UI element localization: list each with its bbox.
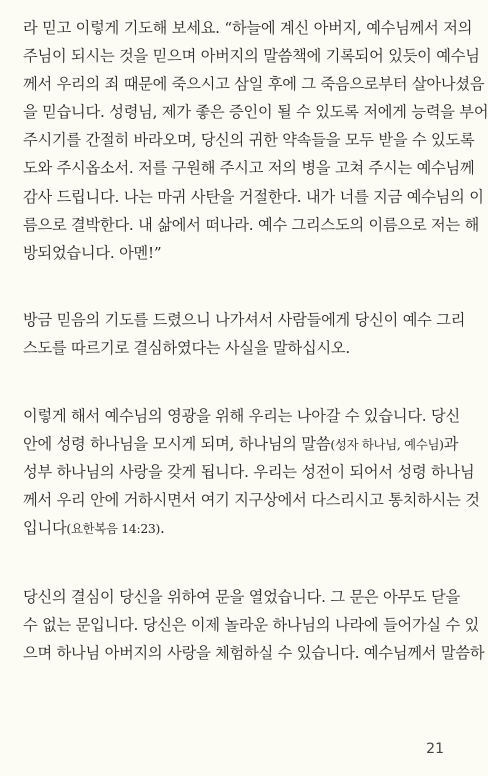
text-segment: 안에 성령 하나님을 모시게 되며, 하나님의 말씀: [23, 435, 331, 454]
page-number: 21: [426, 741, 444, 757]
scripture-reference: (요한복음 14:23): [66, 521, 161, 537]
text-line: 당신의 결심이 당신을 위하여 문을 열었습니다. 그 문은 아무도 닫을: [23, 587, 460, 606]
text-line: 도와 주시옵소서. 저를 구원해 주시고 저의 병을 고쳐 주시는 예수님께: [23, 159, 475, 178]
text-segment: 과: [443, 435, 459, 454]
text-line: [23, 430, 459, 458]
text-segment: 입니다: [23, 519, 67, 538]
paragraph-gap: [23, 362, 451, 402]
text-line: 으며 하나님 아버지의 사랑을 체험하실 수 있습니다. 예수님께서 말씀하: [23, 643, 485, 662]
paragraph-gap: [23, 267, 451, 306]
text-line: 주시기를 간절히 바라오며, 당신의 귀한 약속들을 모두 받을 수 있도록: [23, 131, 475, 150]
text-line: 이렇게 해서 예수님의 영광을 위해 우리는 나아갈 수 있습니다. 당신: [23, 407, 460, 426]
text-line: 성부 하나님의 사랑을 갖게 됩니다. 우리는 성전이 되어서 성령 하나님: [23, 463, 475, 482]
text-line: 방되었습니다. 아멘!”: [23, 243, 162, 262]
instruction-paragraph: [23, 306, 466, 362]
text-line: 주님이 되시는 것을 믿으며 아버지의 말씀책에 기록되어 있듯이 예수님: [23, 47, 480, 66]
text-line: 을 믿습니다. 성령님, 제가 좋은 증인이 될 수 있도록 저에게 능력을 부어: [23, 103, 488, 122]
paragraph-gap: [23, 543, 451, 583]
text-line: 께서 우리 안에 거하시면서 여기 지구상에서 다스리시고 통치하시는 것: [23, 491, 480, 510]
text-line: [23, 514, 451, 542]
inline-note: (성자 하나님, 예수님): [330, 437, 444, 453]
text-line: 감사 드립니다. 나는 마귀 사탄을 거절한다. 내가 너를 지금 예수님의 이: [23, 187, 484, 206]
text-segment: .: [160, 519, 165, 538]
page-body: [23, 14, 488, 667]
text-line: 방금 믿음의 기도를 드렸으니 나가셔서 사람들에게 당신이 예수 그리: [23, 310, 466, 329]
text-line: 께서 우리의 죄 때문에 죽으시고 삼일 후에 그 죽음으로부터 살아나셨음: [23, 75, 485, 94]
text-line: 스도를 따르기로 결심하였다는 사실을 말하십시오.: [23, 338, 351, 357]
decision-paragraph: [23, 583, 485, 667]
text-line: 름으로 결박한다. 내 삶에서 떠나라. 예수 그리스도의 이름으로 저는 해: [23, 215, 480, 234]
text-line: 라 믿고 이렇게 기도해 보세요. “하늘에 계신 아버지, 예수님께서 저의: [23, 19, 473, 37]
holy-spirit-paragraph: [23, 402, 480, 542]
text-line: 수 없는 문입니다. 당신은 이제 놀라운 하나님의 나라에 들어가실 수 있: [23, 615, 480, 634]
prayer-paragraph: [23, 14, 488, 267]
